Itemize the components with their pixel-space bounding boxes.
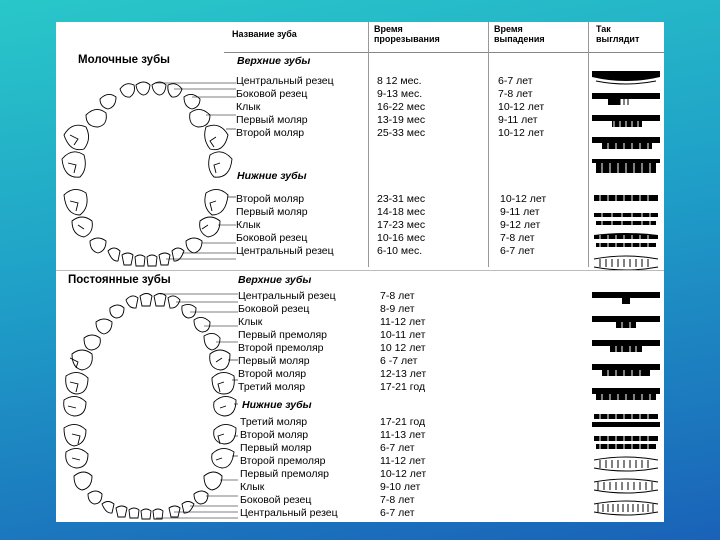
table-row: Центральный резец 6-7 лет [240,507,415,519]
milk-teeth-thumbnails [592,69,662,269]
tooth-thumbnail [592,187,660,207]
dental-chart-sheet [56,22,664,522]
column-divider [588,22,589,267]
table-row: Клык 17-23 мес 9-12 лет [236,219,541,231]
tooth-thumbnail [592,410,660,430]
table-row: Второй премоляр 10 12 лет [238,342,426,354]
header-erupt: Время прорезывания [374,24,440,44]
tooth-thumbnail [592,69,660,89]
tooth-thumbnail [592,209,660,229]
table-row: Боковой резец 10-16 мес 7-8 лет [236,232,535,244]
permanent-teeth-diagram [56,290,238,520]
table-row: Второй моляр 23-31 мес 10-12 лет [236,193,547,205]
tooth-thumbnail [592,231,660,251]
permanent-lower-title: Нижние зубы [242,399,312,411]
table-row: Клык 16-22 мес 10-12 лет [236,101,545,113]
tooth-thumbnail [592,476,660,496]
table-row: Первый премоляр 10-11 лет [238,329,426,341]
table-row: Первый моляр 6-7 лет [240,442,415,454]
milk-upper-title: Верхние зубы [237,55,311,67]
milk-teeth-diagram [56,67,236,267]
table-row: Второй моляр 11-13 лет [240,429,426,441]
tooth-thumbnail [592,312,660,332]
tooth-thumbnail [592,135,660,155]
header-divider [224,52,664,53]
tooth-thumbnail [592,384,660,404]
table-row: Центральный резец 7-8 лет [238,290,415,302]
table-row: Центральный резец 8 12 мес. 6-7 лет [236,75,533,87]
tooth-thumbnail [592,360,660,380]
table-row: Третий моляр 17-21 год [238,381,426,393]
tooth-thumbnail [592,432,660,452]
table-row: Центральный резец 6-10 мес. 6-7 лет [236,245,535,257]
table-row: Первый премоляр 10-12 лет [240,468,427,480]
table-row: Второй премоляр 11-12 лет [240,455,426,467]
permanent-upper-title: Верхние зубы [238,274,312,286]
milk-teeth-title: Молочные зубы [78,54,170,66]
header-shed: Время выпадения [494,24,545,44]
table-row: Клык 9-10 лет [240,481,421,493]
tooth-thumbnail [592,336,660,356]
tooth-thumbnail [592,157,660,177]
milk-lower-title: Нижние зубы [237,170,307,182]
table-row: Первый моляр 6 -7 лет [238,355,418,367]
table-row: Второй моляр 12-13 лет [238,368,427,380]
tooth-thumbnail [592,454,660,474]
header-look: Так выглядит [596,24,640,44]
tooth-thumbnail [592,288,660,308]
table-row: Клык 11-12 лет [238,316,426,328]
table-row: Первый моляр 13-19 мес 9-11 лет [236,114,538,126]
tooth-thumbnail [592,91,660,111]
header-name: Название зуба [232,29,297,39]
table-row: Первый моляр 14-18 мес 9-11 лет [236,206,540,218]
permanent-teeth-title: Постоянные зубы [68,274,171,286]
table-row: Второй моляр 25-33 мес 10-12 лет [236,127,545,139]
permanent-teeth-thumbnails [592,288,662,520]
table-row: Боковой резец 8-9 лет [238,303,415,315]
table-row: Боковой резец 9-13 мес. 7-8 лет [236,88,533,100]
section-divider [56,270,664,271]
tooth-thumbnail [592,498,660,518]
table-row: Третий моляр 17-21 год [240,416,426,428]
table-row: Боковой резец 7-8 лет [240,494,415,506]
tooth-thumbnail [592,113,660,133]
